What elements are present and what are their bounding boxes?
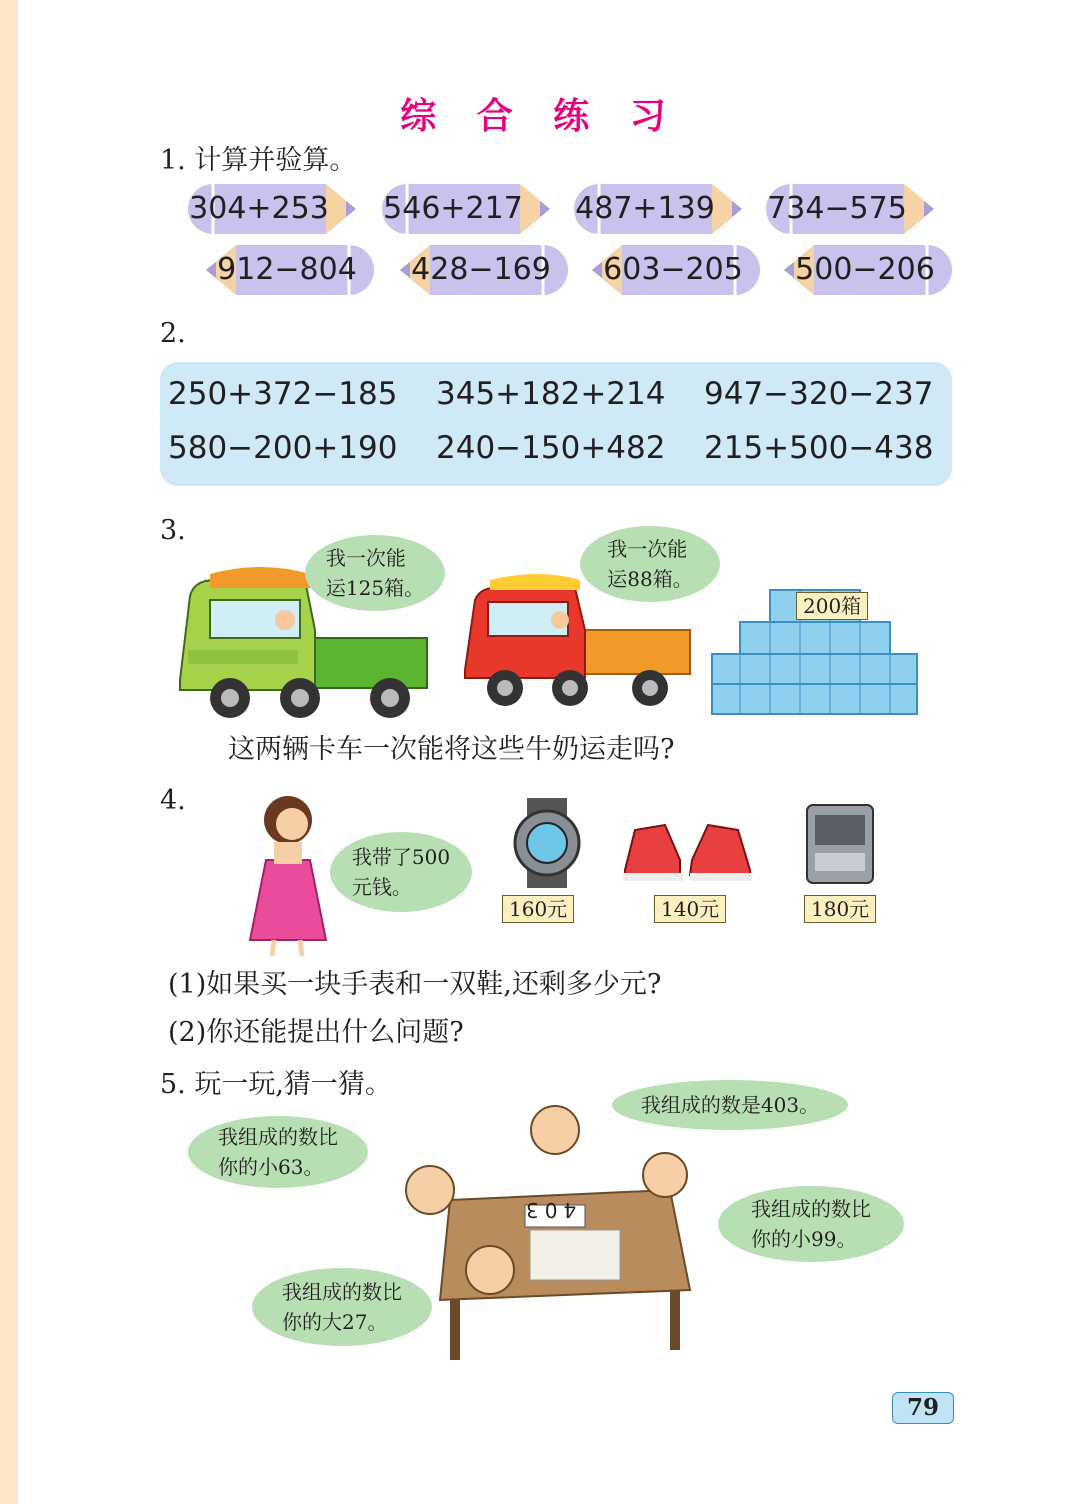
cassette-player-icon <box>805 803 875 885</box>
speech-bubble-girl <box>330 832 472 912</box>
watch-icon <box>505 798 590 888</box>
speech-bubble-green-truck <box>305 535 445 611</box>
kids-at-table-illustration <box>380 1100 710 1370</box>
page-title: 综 合 练 习 <box>400 96 680 137</box>
pencil-expression: 500−206 <box>795 252 935 287</box>
speech-bubble-left <box>188 1116 368 1188</box>
bubble-text: 我组成的数是403。 <box>640 1093 820 1117</box>
expression: 947−320−237 <box>704 376 934 412</box>
pencil-expression: 734−575 <box>767 191 907 226</box>
page-margin-strip <box>0 0 18 1504</box>
number-cards: 403 <box>520 1198 577 1222</box>
expression: 215+500−438 <box>704 430 934 466</box>
page-number: 79 <box>892 1392 954 1424</box>
girl-illustration <box>236 790 336 960</box>
bubble-text: 我组成的数比 你的小99。 <box>751 1197 871 1251</box>
speech-bubble-red-truck <box>580 526 720 602</box>
speech-bubble-right <box>718 1186 904 1262</box>
pencil-card <box>380 243 570 297</box>
pencil-card <box>186 243 376 297</box>
pencil-card <box>572 243 762 297</box>
pencil-expression: 912−804 <box>217 252 357 287</box>
bubble-text: 我组成的数比 你的小63。 <box>218 1125 338 1179</box>
expression: 345+182+214 <box>436 376 666 412</box>
boxes-count-label: 200箱 <box>796 592 868 620</box>
price-tag-player: 180元 <box>804 895 876 923</box>
pencil-expression: 487+139 <box>575 191 715 226</box>
q4-label: 4. <box>160 785 186 816</box>
q4-sub-question-2: (2)你还能提出什么问题? <box>168 1017 464 1048</box>
q5-label: 5. 玩一玩,猜一猜。 <box>160 1069 392 1100</box>
expression: 250+372−185 <box>168 376 398 412</box>
pencil-card <box>572 182 762 236</box>
q3-label: 3. <box>160 515 186 546</box>
trucks-illustration <box>170 530 930 730</box>
pencil-card <box>764 182 954 236</box>
q3-question: 这两辆卡车一次能将这些牛奶运走吗? <box>228 734 675 765</box>
pencil-expression: 603−205 <box>603 252 743 287</box>
pencil-card <box>764 243 954 297</box>
q4-sub-question-1: (1)如果买一块手表和一双鞋,还剩多少元? <box>168 969 662 1000</box>
bubble-text: 我一次能 运88箱。 <box>607 537 693 591</box>
pencil-card <box>186 182 376 236</box>
price-tag-shoes: 140元 <box>654 895 726 923</box>
pencil-expression: 428−169 <box>411 252 551 287</box>
shoes-icon <box>620 815 755 885</box>
price-tag-watch: 160元 <box>502 895 574 923</box>
speech-bubble-top <box>612 1080 848 1130</box>
pencil-expression: 546+217 <box>383 191 523 226</box>
bubble-text: 我一次能 运125箱。 <box>325 546 425 600</box>
expression: 240−150+482 <box>436 430 666 466</box>
q2-label: 2. <box>160 318 186 349</box>
bubble-text: 我组成的数比 你的大27。 <box>282 1280 402 1334</box>
q1-label: 1. 计算并验算。 <box>160 145 357 176</box>
bubble-text: 我带了500 元钱。 <box>351 845 451 899</box>
pencil-card <box>380 182 570 236</box>
expression: 580−200+190 <box>168 430 398 466</box>
speech-bubble-bottom <box>252 1268 432 1346</box>
pencil-expression: 304+253 <box>189 191 329 226</box>
